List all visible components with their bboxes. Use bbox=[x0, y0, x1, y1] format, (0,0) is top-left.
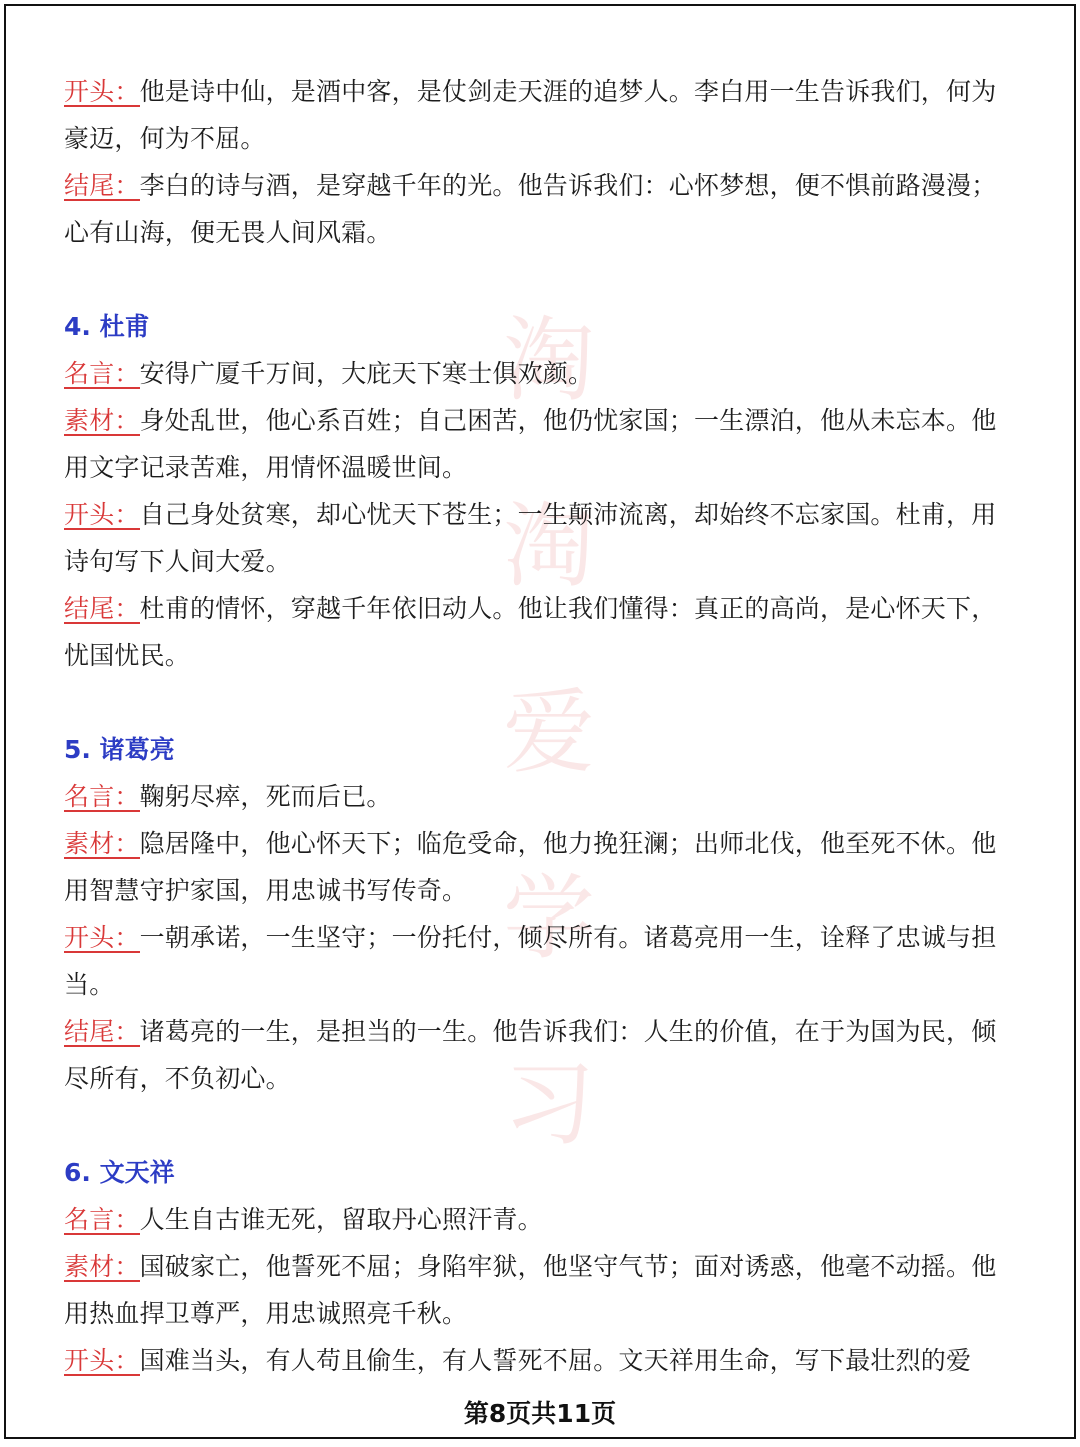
opening-label: 开头： bbox=[64, 1346, 140, 1375]
opening-label: 开头： bbox=[64, 77, 140, 106]
section-wen-tianxiang bbox=[64, 1149, 1014, 1384]
quote-label: 名言： bbox=[64, 1205, 140, 1234]
ending-text: 诸葛亮的一生，是担当的一生。他告诉我们：人生的价值，在于为国为民，倾尽所有，不负初心。 bbox=[64, 1017, 997, 1093]
opening-text: 一朝承诺，一生坚守；一份托付，倾尽所有。诸葛亮用一生，诠释了忠诚与担当。 bbox=[64, 923, 997, 999]
quote-text: 鞠躬尽瘁，死而后已。 bbox=[139, 782, 392, 811]
opening-text: 国难当头，有人苟且偷生，有人誓死不屈。文天祥用生命，写下最壮烈的爱 bbox=[139, 1346, 972, 1375]
opening-text: 他是诗中仙，是酒中客，是仗剑走天涯的追梦人。李白用一生告诉我们，何为豪迈，何为不屈。 bbox=[64, 77, 997, 153]
section-du-fu bbox=[64, 303, 1014, 679]
opening-paragraph bbox=[64, 68, 1014, 162]
opening-label: 开头： bbox=[64, 500, 140, 529]
ending-paragraph bbox=[64, 1008, 1014, 1102]
section-zhuge-liang bbox=[64, 726, 1014, 1102]
document-page bbox=[4, 4, 1076, 1439]
ending-text: 李白的诗与酒，是穿越千年的光。他告诉我们：心怀梦想，便不惧前路漫漫；心有山海，便无畏人间风霜。 bbox=[64, 171, 997, 247]
material-text: 国破家亡，他誓死不屈；身陷牢狱，他坚守气节；面对诱惑，他毫不动摇。他用热血捍卫尊严，用忠诚照亮千秋。 bbox=[64, 1252, 997, 1328]
opening-paragraph bbox=[64, 491, 1014, 585]
material-text: 隐居隆中，他心怀天下；临危受命，他力挽狂澜；出师北伐，他至死不休。他用智慧守护家国，用忠诚书写传奇。 bbox=[64, 829, 997, 905]
quote-paragraph bbox=[64, 350, 1014, 397]
watermark-char: 学 bbox=[502, 865, 595, 972]
watermark-char: 习 bbox=[502, 1051, 595, 1158]
ending-label: 结尾： bbox=[64, 594, 140, 623]
watermark-char: 淘 bbox=[502, 307, 595, 414]
material-label: 素材： bbox=[64, 1252, 140, 1281]
section-heading: 4. 杜甫 bbox=[64, 312, 150, 341]
opening-paragraph bbox=[64, 914, 1014, 1008]
opening-paragraph bbox=[64, 1337, 1014, 1384]
quote-paragraph bbox=[64, 773, 1014, 820]
material-paragraph bbox=[64, 397, 1014, 491]
document-content bbox=[64, 68, 1014, 1384]
material-paragraph bbox=[64, 820, 1014, 914]
quote-text: 安得广厦千万间，大庇天下寒士俱欢颜。 bbox=[139, 359, 594, 388]
ending-label: 结尾： bbox=[64, 1017, 140, 1046]
quote-label: 名言： bbox=[64, 359, 140, 388]
section-heading: 5. 诸葛亮 bbox=[64, 735, 175, 764]
quote-paragraph bbox=[64, 1196, 1014, 1243]
ending-paragraph bbox=[64, 162, 1014, 256]
section-li-bai-continued bbox=[64, 68, 1014, 256]
page-number: 第8页共11页 bbox=[463, 1399, 617, 1428]
opening-text: 自己身处贫寒，却心忧天下苍生；一生颠沛流离，却始终不忘家国。杜甫，用诗句写下人间大爱。 bbox=[64, 500, 997, 576]
watermark-char: 爱 bbox=[502, 679, 595, 786]
ending-text: 杜甫的情怀，穿越千年依旧动人。他让我们懂得：真正的高尚，是心怀天下，忧国忧民。 bbox=[64, 594, 997, 670]
material-text: 身处乱世，他心系百姓；自己困苦，他仍忧家国；一生漂泊，他从未忘本。他用文字记录苦难，用情怀温暖世间。 bbox=[64, 406, 997, 482]
material-paragraph bbox=[64, 1243, 1014, 1337]
watermark-char: 淘 bbox=[502, 493, 595, 600]
ending-paragraph bbox=[64, 585, 1014, 679]
section-heading: 6. 文天祥 bbox=[64, 1158, 175, 1187]
ending-label: 结尾： bbox=[64, 171, 140, 200]
quote-text: 人生自古谁无死，留取丹心照汗青。 bbox=[139, 1205, 543, 1234]
material-label: 素材： bbox=[64, 406, 140, 435]
material-label: 素材： bbox=[64, 829, 140, 858]
quote-label: 名言： bbox=[64, 782, 140, 811]
opening-label: 开头： bbox=[64, 923, 140, 952]
